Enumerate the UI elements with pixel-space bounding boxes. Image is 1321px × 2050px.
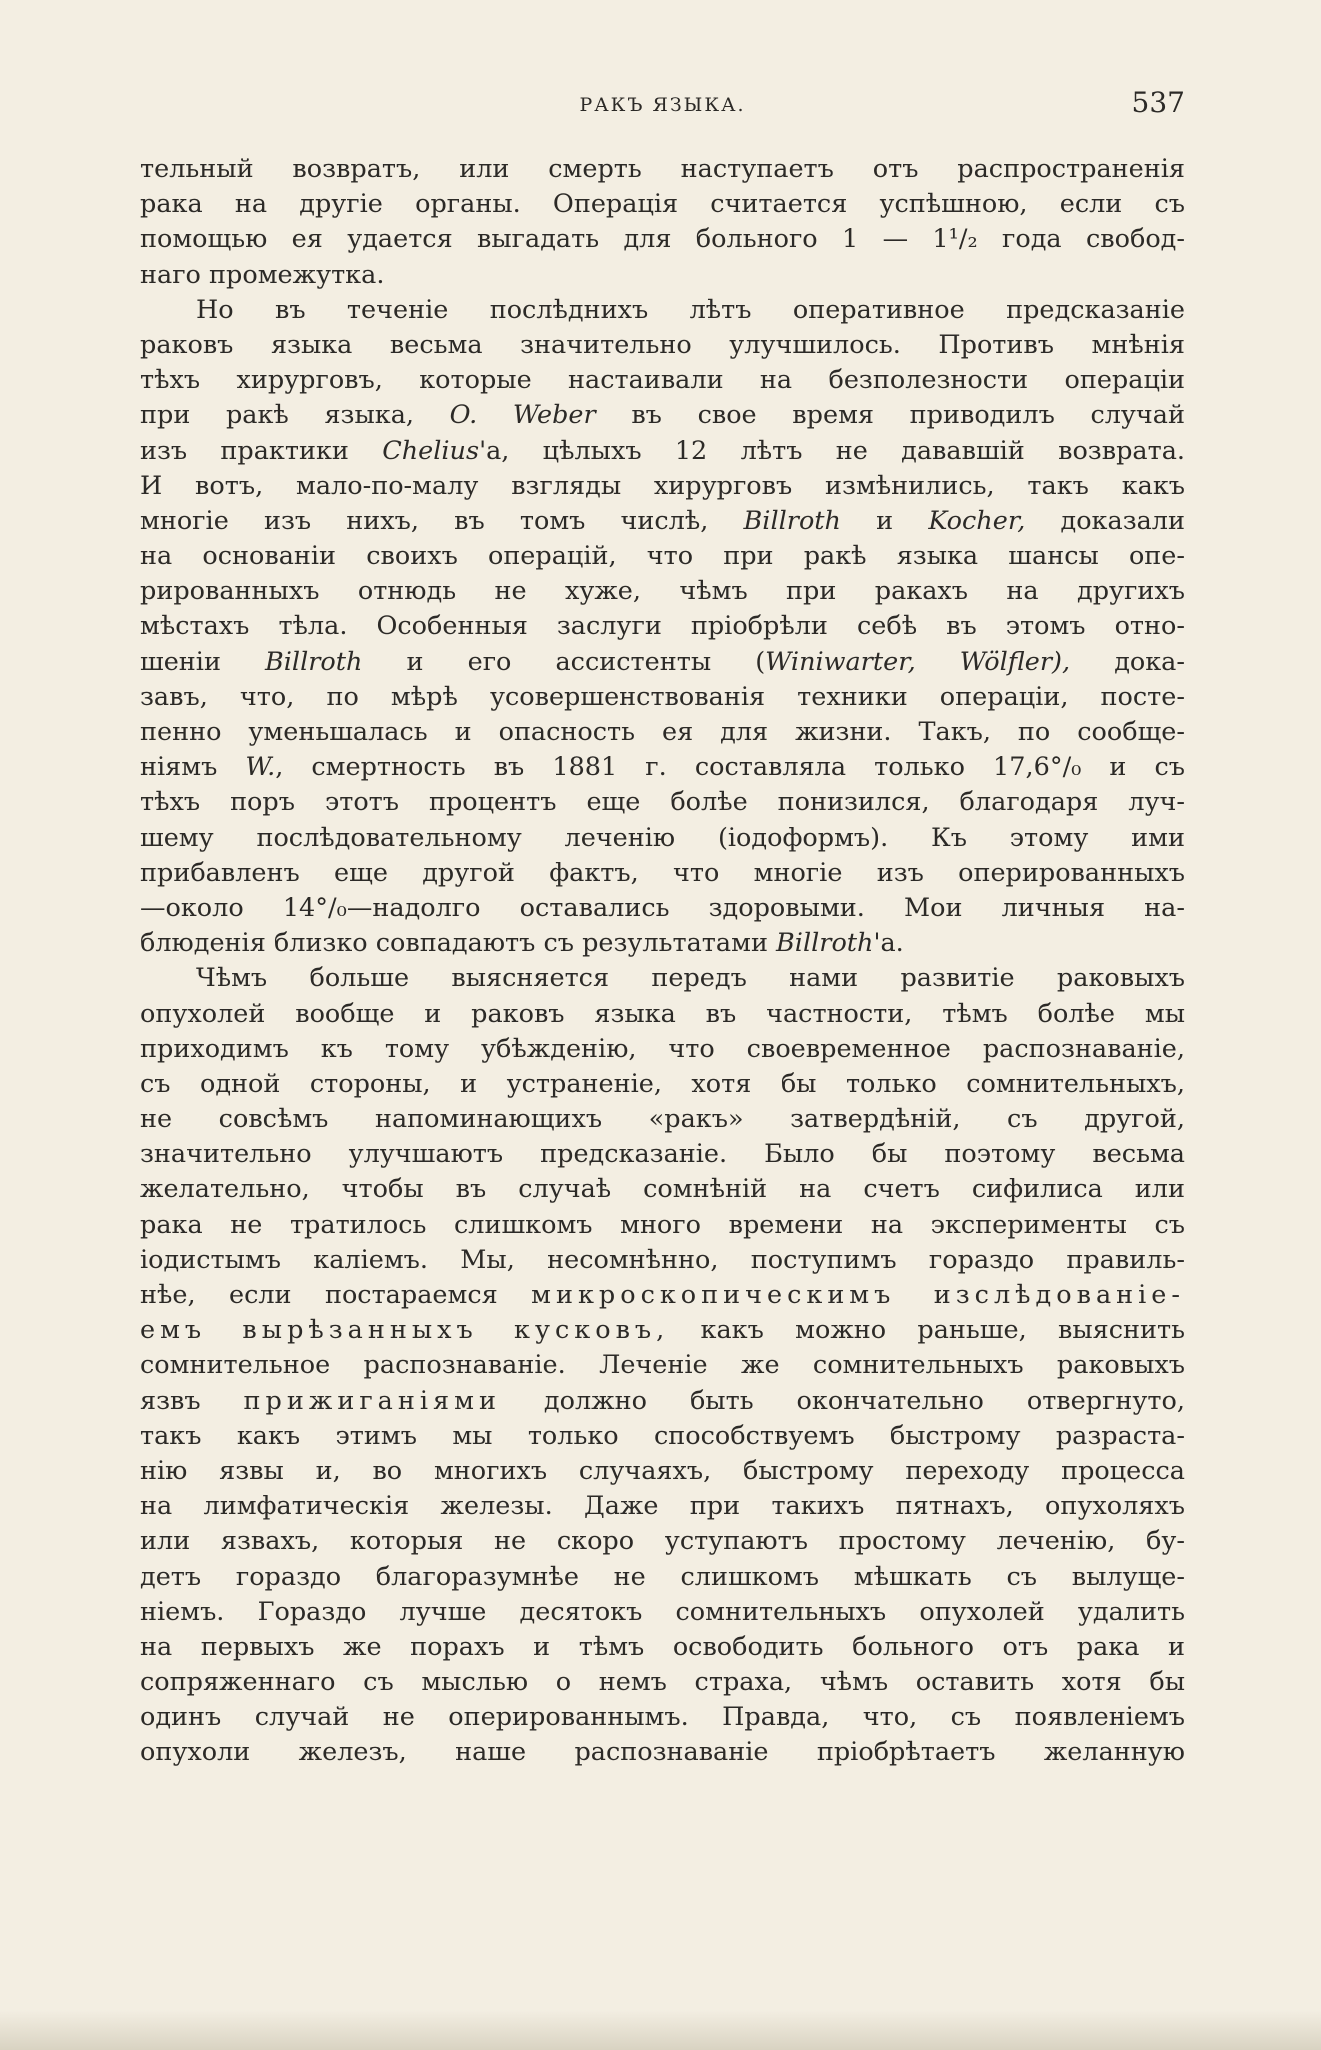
text-line: емъ вырѣзанныхъ кусковъ, какъ можно раньше, выяснить xyxy=(140,1315,1185,1346)
text-line: детъ гораздо благоразумнѣе не слишкомъ мѣшкать съ вылуще- xyxy=(140,1561,1185,1592)
text-line: мѣстахъ тѣла. Особенныя заслуги пріобрѣли себѣ въ этомъ отно- xyxy=(140,611,1185,642)
author-name: Chelius xyxy=(382,435,480,466)
text-line: изъ практики Chelius'а, цѣлыхъ 12 лѣтъ не дававшій возврата. xyxy=(140,435,1186,466)
text-line: опухолей вообще и раковъ языка въ частности, тѣмъ болѣе мы xyxy=(140,998,1185,1029)
text-line: приходимъ къ тому убѣжденію, что своевременное распознаваніе, xyxy=(140,1033,1185,1064)
text-line: многіе изъ нихъ, въ томъ числѣ, Billroth и Kocher, доказали xyxy=(140,505,1185,536)
text-line: прибавленъ еще другой фактъ, что многіе изъ оперированныхъ xyxy=(140,857,1185,888)
text-line: тѣхъ хирурговъ, которые настаивали на безполезности операціи xyxy=(140,365,1185,396)
text-line: язвъ прижиганіями должно быть окончательно отвергнуто, xyxy=(140,1385,1185,1416)
author-name: W. xyxy=(245,752,276,783)
text-line: желательно, чтобы въ случаѣ сомнѣній на счетъ сифилиса или xyxy=(140,1174,1185,1205)
text-line: іодистымъ каліемъ. Мы, несомнѣнно, поступимъ гораздо правиль- xyxy=(140,1244,1185,1275)
text-line: И вотъ, мало-по-малу взгляды хирурговъ измѣнились, такъ какъ xyxy=(140,470,1185,501)
text-line: на основаніи своихъ операцій, что при ракѣ языка шансы опе- xyxy=(140,541,1185,572)
text-line: или язвахъ, которыя не скоро уступаютъ простому леченію, бу- xyxy=(140,1526,1185,1557)
text-line: раковъ языка весьма значительно улучшилось. Противъ мнѣнія xyxy=(140,329,1185,360)
running-head: РАКЪ ЯЗЫКА. xyxy=(579,94,746,116)
text-line: Чѣмъ больше выясняется передъ нами развитіе раковыхъ xyxy=(196,963,1185,994)
text-line: шеніи Billroth и его ассистенты (Winiwarter, Wölfler), дока- xyxy=(140,646,1185,677)
text-line: на лимфатическія железы. Даже при такихъ пятнахъ, опухоляхъ xyxy=(140,1491,1185,1522)
text-line: опухоли железъ, наше распознаваніе пріобрѣтаетъ желанную xyxy=(140,1737,1185,1768)
text-line: рированныхъ отнюдь не хуже, чѣмъ при ракахъ на другихъ xyxy=(140,576,1185,607)
text-line: рака на другіе органы. Операція считается успѣшною, если съ xyxy=(140,189,1185,220)
text-line: нѣе, если постараемся микроскопическимъ изслѣдованіе- xyxy=(140,1280,1186,1310)
page-header xyxy=(140,86,1185,126)
text-line: завъ, что, по мѣрѣ усовершенствованія техники операціи, посте- xyxy=(140,681,1185,712)
spaced-emphasis: прижиганіями xyxy=(243,1385,501,1416)
author-name: Billroth xyxy=(743,505,841,536)
text-line: блюденія близко совпадаютъ съ результатами Billroth'а. xyxy=(140,928,904,959)
text-line: Но въ теченіе послѣднихъ лѣтъ оперативное предсказаніе xyxy=(196,294,1185,325)
text-line: нію язвы и, во многихъ случаяхъ, быстрому переходу процесса xyxy=(140,1455,1185,1486)
spaced-emphasis: микроскопическимъ изслѣдованіе- xyxy=(531,1280,1186,1310)
page-number: 537 xyxy=(1131,86,1185,119)
text-line: одинъ случай не оперированнымъ. Правда, что, съ появленіемъ xyxy=(140,1702,1185,1733)
text-line: не совсѣмъ напоминающихъ «ракъ» затвердѣній, съ другой, xyxy=(140,1104,1185,1135)
text-line: помощью ея удается выгадать для больного 1 — 1¹/₂ года свобод- xyxy=(140,224,1185,255)
text-line: тельный возвратъ, или смерть наступаетъ отъ распространенія xyxy=(140,154,1185,184)
text-line: пенно уменьшалась и опасность ея для жизни. Такъ, по сообще- xyxy=(140,717,1185,747)
author-name: Winiwarter, Wölfler), xyxy=(765,646,1071,677)
text-line: ніямъ W., смертность въ 1881 г. составляла только 17,6°/₀ и съ xyxy=(140,752,1185,783)
author-name: O. Weber xyxy=(449,400,596,431)
author-name: Kocher, xyxy=(928,505,1026,536)
author-name: Billroth xyxy=(265,646,363,677)
text-line: при ракѣ языка, O. Weber въ свое время приводилъ случай xyxy=(140,400,1185,431)
text-line: съ одной стороны, и устраненіе, хотя бы только сомнительныхъ, xyxy=(140,1068,1185,1099)
author-name: Billroth xyxy=(776,928,874,959)
text-line: —около 14°/₀—надолго оставались здоровыми. Мои личныя на- xyxy=(140,892,1185,923)
text-line: сопряженнаго съ мыслью о немъ страха, чѣмъ оставить хотя бы xyxy=(140,1667,1185,1698)
spaced-emphasis: емъ вырѣзанныхъ кусковъ, xyxy=(140,1315,670,1346)
page-edge-shadow xyxy=(0,2010,1321,2050)
text-line: ніемъ. Гораздо лучше десятокъ сомнительныхъ опухолей удалить xyxy=(140,1596,1185,1627)
body-text xyxy=(140,152,1185,1771)
text-line: сомнительное распознаваніе. Леченіе же сомнительныхъ раковыхъ xyxy=(140,1350,1185,1381)
text-line: рака не тратилось слишкомъ много времени на эксперименты съ xyxy=(140,1209,1185,1240)
text-line: тѣхъ поръ этотъ процентъ еще болѣе понизился, благодаря луч- xyxy=(140,787,1185,818)
text-line: значительно улучшаютъ предсказаніе. Было бы поэтому весьма xyxy=(140,1139,1185,1170)
text-line: такъ какъ этимъ мы только способствуемъ быстрому разраста- xyxy=(140,1420,1185,1451)
text-line: на первыхъ же порахъ и тѣмъ освободить больного отъ рака и xyxy=(140,1631,1185,1662)
text-line: наго промежутка. xyxy=(140,259,385,290)
text-line: шему послѣдовательному леченію (іодоформъ). Къ этому ими xyxy=(140,822,1185,853)
